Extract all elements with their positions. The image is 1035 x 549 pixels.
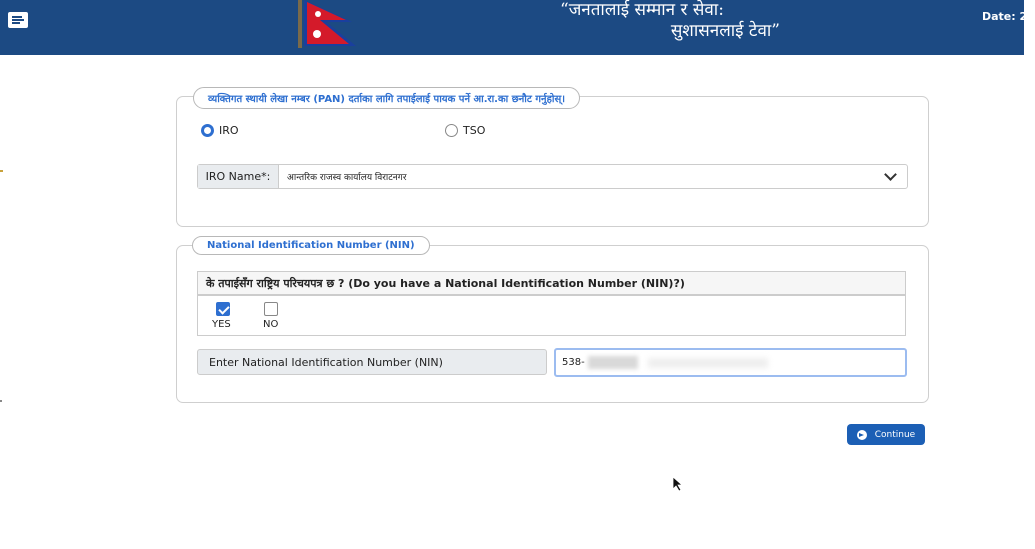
redacted-value [588, 356, 638, 369]
radio-tso-label: TSO [463, 124, 486, 137]
motto-line-1: “जनतालाई सम्मान र सेवा: [560, 0, 724, 20]
government-motto [560, 0, 780, 42]
iro-name-label: IRO Name*: [198, 165, 279, 188]
mouse-cursor-icon [672, 476, 684, 492]
office-selection-panel [176, 96, 929, 227]
edge-marker [0, 400, 2, 402]
nin-input-value: 538- [562, 357, 585, 368]
date-label: Date: 20 [982, 10, 1035, 23]
yes-label: YES [212, 319, 231, 330]
continue-label: Continue [874, 429, 916, 440]
pan-section-legend: व्यक्तिगत स्थायी लेखा नम्बर (PAN) दर्ताका लागि तपाईलाई पायक पर्ने आ.रा.का छनौट गर्नुहोस्। [193, 87, 580, 109]
chevron-down-icon [884, 168, 897, 181]
nin-question: के तपाईसँग राष्ट्रिय परिचयपत्र छ ? (Do you have a National Identification Number (NIN)?) [197, 271, 906, 295]
nin-choice-group [197, 295, 906, 336]
radio-iro-label: IRO [219, 124, 239, 137]
iro-name-select[interactable] [279, 165, 907, 188]
iro-name-value: आन्तरिक राजस्व कार्यालय विराटनगर [287, 173, 407, 183]
top-header [0, 0, 1035, 55]
no-checkbox[interactable] [264, 302, 278, 316]
nin-section-legend: National Identification Number (NIN) [192, 236, 430, 255]
radio-tso-indicator[interactable] [445, 124, 458, 137]
radio-iro[interactable] [201, 124, 239, 137]
yes-checkbox[interactable] [216, 302, 230, 316]
radio-tso[interactable] [445, 124, 485, 137]
edge-marker [0, 170, 3, 172]
menu-icon[interactable] [8, 12, 28, 28]
motto-line-2: सुशासनलाई टेवा” [670, 21, 780, 41]
nin-input-label: Enter National Identification Number (NIN) [197, 349, 547, 375]
no-label: NO [263, 319, 279, 330]
iro-name-field [197, 164, 908, 189]
radio-iro-indicator[interactable] [201, 124, 214, 137]
continue-button[interactable] [847, 424, 925, 445]
arrow-right-icon [857, 430, 867, 440]
nepal-flag-icon [300, 0, 380, 48]
redacted-value [648, 358, 768, 368]
nin-input[interactable] [554, 348, 907, 377]
